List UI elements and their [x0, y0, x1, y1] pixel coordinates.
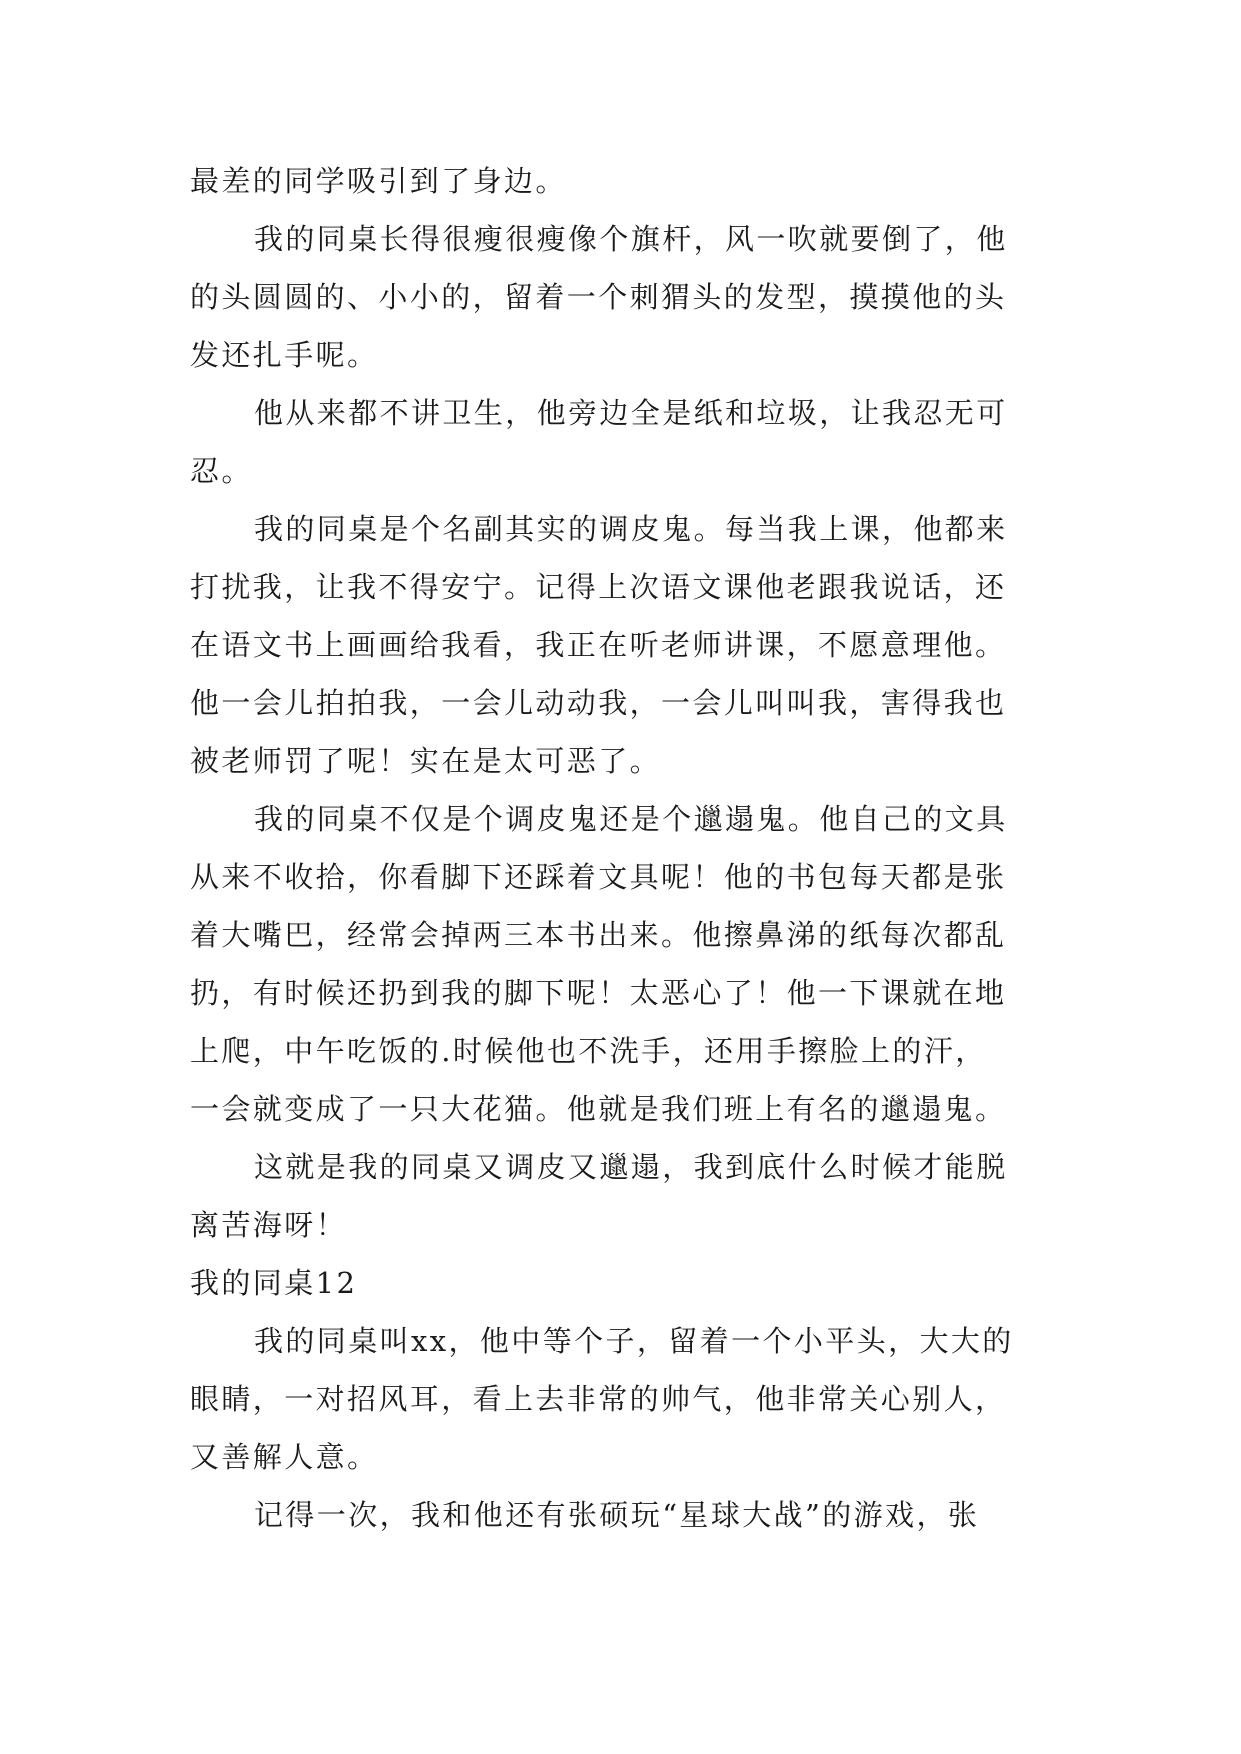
document-body: [190, 152, 1060, 1544]
text-line: 最差的同学吸引到了身边。: [190, 164, 567, 198]
text-line: 扔，有时候还扔到我的脚下呢！太恶心了！他一下课就在地: [190, 976, 1007, 1010]
text-line: 一会就变成了一只大花猫。他就是我们班上有名的邋遢鬼。: [190, 1092, 1007, 1126]
text-line: 上爬，中午吃饭的.时候他也不洗手，还用手擦脸上的汗，: [190, 1034, 987, 1068]
text-line: 眼睛，一对招风耳，看上去非常的帅气，他非常关心别人，: [190, 1382, 1007, 1416]
text-line: 打扰我，让我不得安宁。记得上次语文课他老跟我说话，还: [190, 570, 1007, 604]
paragraph-first-line: 我的同桌长得很瘦很瘦像个旗杆，风一吹就要倒了，他: [254, 222, 1008, 256]
paragraph-first-line: 这就是我的同桌又调皮又邋遢，我到底什么时候才能脱: [254, 1150, 1008, 1184]
text-line: 忍。: [190, 454, 253, 488]
text-line: 着大嘴巴，经常会掉两三本书出来。他擦鼻涕的纸每次都乱: [190, 918, 1007, 952]
text-line: 从来不收拾，你看脚下还踩着文具呢！他的书包每天都是张: [190, 860, 1007, 894]
text-line: 他一会儿拍拍我，一会儿动动我，一会儿叫叫我，害得我也: [190, 686, 1007, 720]
paragraph-first-line: 我的同桌叫xx，他中等个子，留着一个小平头，大大的: [254, 1324, 1014, 1358]
text-line: 发还扎手呢。: [190, 338, 379, 372]
section-heading: 我的同桌12: [190, 1266, 358, 1300]
text-line: 又善解人意。: [190, 1440, 379, 1474]
paragraph-first-line: 记得一次，我和他还有张硕玩“星球大战”的游戏，张: [254, 1498, 980, 1532]
paragraph-first-line: 我的同桌是个名副其实的调皮鬼。每当我上课，他都来: [254, 512, 1008, 546]
paragraph-first-line: 他从来都不讲卫生，他旁边全是纸和垃圾，让我忍无可: [254, 396, 1008, 430]
text-line: 的头圆圆的、小小的，留着一个刺猬头的发型，摸摸他的头: [190, 280, 1007, 314]
text-line: 离苦海呀！: [190, 1208, 348, 1242]
text-line: 在语文书上画画给我看，我正在听老师讲课，不愿意理他。: [190, 628, 1007, 662]
text-line: 被老师罚了呢！实在是太可恶了。: [190, 744, 662, 778]
paragraph-first-line: 我的同桌不仅是个调皮鬼还是个邋遢鬼。他自己的文具: [254, 802, 1008, 836]
